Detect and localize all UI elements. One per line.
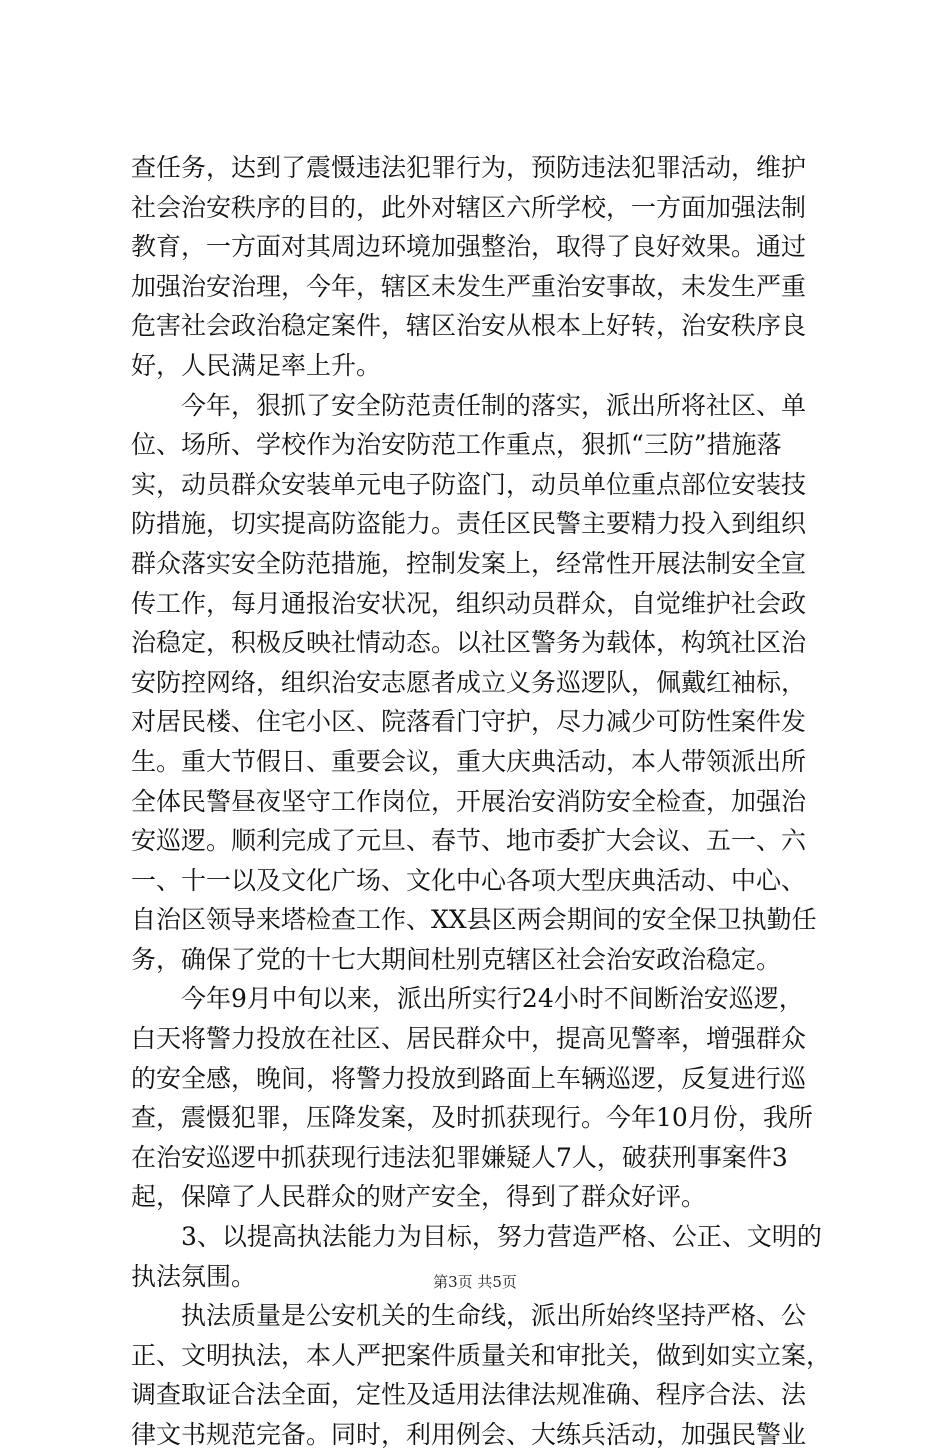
text-line: 传工作，每月通报治安状况，组织动员群众，自觉维护社会政: [131, 588, 807, 618]
text-line: 自治区领导来塔检查工作、XX县区两会期间的安全保卫执勤任: [131, 905, 817, 935]
text-line: 防措施，切实提高防盗能力。责任区民警主要精力投入到组织: [131, 509, 807, 539]
text-line: 起，保障了人民群众的财产安全，得到了群众好评。: [131, 1182, 707, 1212]
text-line: 安巡逻。顺利完成了元旦、春节、地市委扩大会议、五一、六: [131, 826, 807, 856]
text-line: 查任务，达到了震慑违法犯罪行为，预防违法犯罪活动，维护: [131, 153, 807, 182]
text-line: 正、文明执法，本人严把案件质量关和审批关，做到如实立案，: [131, 1340, 831, 1370]
body-text: [131, 148, 831, 1455]
text-line: 一、十一以及文化广场、文化中心各项大型庆典活动、中心、: [131, 865, 807, 895]
text-line: 执法质量是公安机关的生命线，派出所始终坚持严格、公: [131, 1301, 807, 1331]
text-line: 今年，狠抓了安全防范责任制的落实，派出所将社区、单: [131, 390, 807, 420]
text-line: 实，动员群众安装单元电子防盗门，动员单位重点部位安装技: [131, 469, 807, 499]
text-line: 执法氛围。: [131, 1261, 257, 1291]
text-line: 务，确保了党的十七大期间杜别克辖区社会治安政治稳定。: [131, 944, 782, 974]
text-line: 对居民楼、住宅小区、院落看门守护，尽力减少可防性案件发: [131, 707, 807, 737]
page-number: 第3页 共5页: [433, 1273, 517, 1291]
text-line: 的安全感，晚间，将警力投放到路面上车辆巡逻，反复进行巡: [131, 1063, 807, 1093]
text-line: 生。重大节假日、重要会议，重大庆典活动，本人带领派出所: [131, 746, 807, 776]
text-line: 在治安巡逻中抓获现行违法犯罪嫌疑人7人，破获刑事案件3: [131, 1142, 788, 1172]
text-line: 社会治安秩序的目的，此外对辖区六所学校，一方面加强法制: [131, 192, 807, 222]
text-line: 白天将警力投放在社区、居民群众中，提高见警率，增强群众: [131, 1024, 807, 1054]
text-line: 群众落实安全防范措施，控制发案上，经常性开展法制安全宣: [131, 548, 807, 578]
text-line: 位、场所、学校作为治安防范工作重点，狠抓“三防”措施落: [131, 430, 782, 460]
text-line: 今年9月中旬以来，派出所实行24小时不间断治安巡逻，: [131, 984, 804, 1014]
text-line: 治稳定，积极反映社情动态。以社区警务为载体，构筑社区治: [131, 628, 807, 658]
text-line: 调查取证合法全面，定性及适用法律法规准确、程序合法、法: [131, 1380, 807, 1410]
text-line: 查，震慑犯罪，压降发案，及时抓获现行。今年10月份，我所: [131, 1103, 813, 1133]
text-line: 律文书规范完备。同时，利用例会、大练兵活动，加强民警业: [131, 1420, 807, 1449]
text-line: 3、以提高执法能力为目标，努力营造严格、公正、文明的: [131, 1222, 822, 1252]
text-line: 好，人民满足率上升。: [131, 350, 382, 380]
text-line: 安防控网络，组织治安志愿者成立义务巡逻队，佩戴红袖标，: [131, 667, 807, 697]
text-line: 全体民警昼夜坚守工作岗位，开展治安消防安全检查，加强治: [131, 786, 807, 816]
text-line: 加强治安治理，今年，辖区未发生严重治安事故，未发生严重: [131, 271, 807, 301]
page-footer: [0, 1272, 950, 1292]
text-line: 危害社会政治稳定案件，辖区治安从根本上好转，治安秩序良: [131, 311, 807, 341]
text-line: 教育，一方面对其周边环境加强整治，取得了良好效果。通过: [131, 232, 807, 262]
